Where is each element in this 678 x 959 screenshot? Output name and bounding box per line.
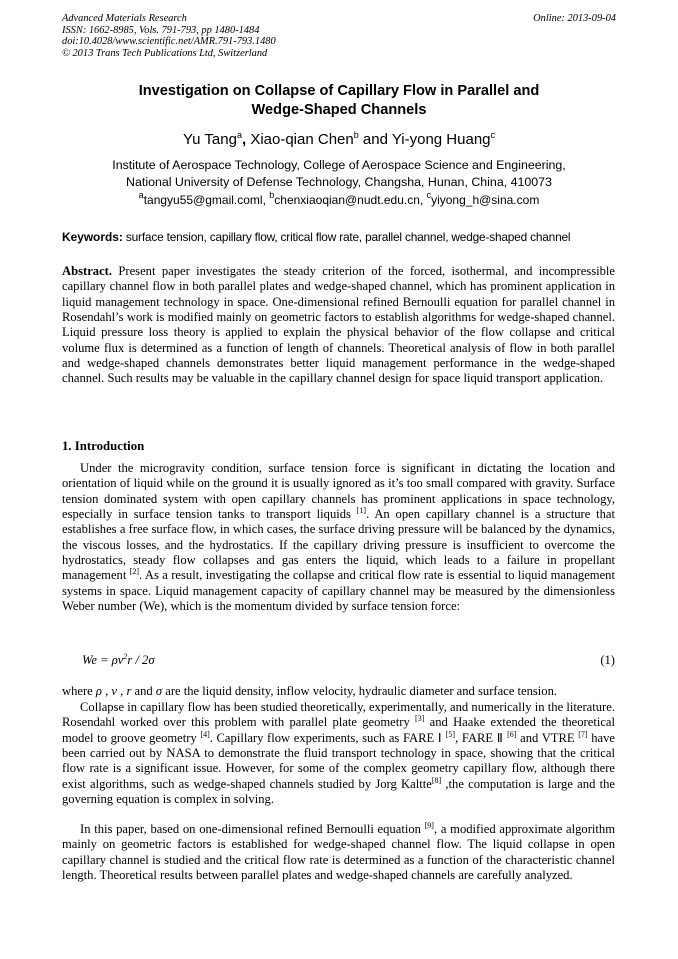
keywords-label: Keywords:	[62, 230, 123, 244]
citation-ref[interactable]: [6]	[507, 729, 517, 739]
citation-ref[interactable]: [8]	[431, 775, 442, 785]
paragraph-text: ,	[101, 684, 112, 698]
author-name: Xiao-qian Chen	[250, 131, 354, 148]
affiliation	[62, 157, 616, 190]
journal-name: Advanced Materials Research	[62, 13, 187, 24]
paragraph-text: and VTRE	[516, 730, 579, 745]
keywords	[62, 229, 622, 245]
abstract-text: Present paper investigates the steady criterion of the forced, isothermal, and incompressible capillary channel flow in both parallel plates and wedge-shaped channel, which has prominent application in liquid management technology in space. One-dimensional refined Bernoulli equation for parallel channel in Rosendahl’s work is modified mainly on geometric factors to establish algorithms for wedge-shaped channel. Liquid pressure loss theory is applied to explain the physical behavior of the flow collapse and critical volume flux is determined as a function of length of channels. Theoretical analysis of flow in both parallel and wedge-shaped channels demonstrates better liquid management performance in the wedge-shaped channel. Such results may be valuable in the capillary channel design for space liquid transport application.	[62, 264, 615, 386]
abstract-label: Abstract.	[62, 264, 113, 278]
paragraph-text: and Haake extended the theoretical model to groove geometry	[62, 715, 615, 745]
author-name: Yu Tang	[183, 131, 237, 148]
paragraph-text: , FARE Ⅱ	[455, 730, 508, 745]
author-name: Yi-yong Huang	[391, 131, 491, 148]
symbol-v: v	[111, 684, 118, 698]
paragraph-text: . An open capillary channel is a structure that establishes a free surface flow, in which cases, the surface driving pressure will be balanced by the dynamics, the viscous losses, and the hydrostatics. If the capillary driving pressure is insufficient to overcome the hydrostatics, steady flow collapses and gas enters the liquid, which leads to a failure in propellant management	[62, 507, 615, 583]
author-superscript: a	[236, 130, 242, 140]
intro-paragraph-4	[62, 822, 615, 883]
email-superscript: a	[138, 190, 144, 200]
author-list	[62, 130, 616, 150]
author-emails	[62, 190, 616, 208]
citation-ref[interactable]: [2]	[129, 567, 140, 577]
symbol-rho: ρ	[95, 684, 102, 698]
paragraph-text: where	[62, 684, 96, 698]
author-separator: ,	[241, 131, 251, 148]
formula-exponent: 2	[123, 652, 128, 661]
paragraph-text: are the liquid density, inflow velocity, hydraulic diameter and surface tension.	[162, 684, 558, 698]
paragraph-text: , a modified approximate algorithm mainly on geometric factors is established for wedge-shaped channel flow. The liquid collapse in open capillary channel is studied and the critical flow rate is determined as a function of the characteristic channel length. Theoretical results between parallel plates and wedge-shaped channels are carefully analyzed.	[62, 822, 615, 883]
author-superscript: c	[490, 130, 495, 140]
citation-ref[interactable]: [4]	[200, 729, 210, 739]
paper-title	[62, 82, 616, 120]
paragraph-text: Under the microgravity condition, surface tension force is significant in dictating the location and orientation of liquid while on the ground it is usually ignored as it’s too small compared with gravity. Surface tension dominated system with open capillary channels has prominent applications in space technology, especially in surface tension tanks to transport liquids	[62, 461, 615, 522]
equation-number: (1)	[600, 653, 615, 667]
citation-ref[interactable]: [9]	[424, 821, 434, 830]
paragraph-text: . Capillary flow experiments, such as FARE Ⅰ	[209, 730, 446, 745]
email-link[interactable]: yiyong_h@sina.com	[431, 193, 540, 207]
author-superscript: b	[353, 130, 359, 140]
formula-part: r / 2σ	[127, 653, 155, 667]
email-link[interactable]: tangyu55@gmail.coml,	[143, 193, 270, 207]
keywords-text: surface tension, capillary flow, critical flow rate, parallel channel, wedge-shaped channel	[122, 230, 571, 244]
publication-header	[62, 13, 616, 59]
paragraph-text: and	[131, 684, 156, 698]
citation-ref[interactable]: [7]	[578, 729, 588, 739]
doi-line: doi:10.4028/www.scientific.net/AMR.791-793.1480	[62, 36, 276, 48]
intro-paragraph-3	[62, 700, 615, 807]
section-heading: 1. Introduction	[62, 439, 145, 453]
symbol-r: r	[126, 684, 132, 698]
issn-line: ISSN: 1662-8985, Vols. 791-793, pp 1480-1484	[62, 24, 260, 36]
citation-ref[interactable]: [3]	[415, 714, 425, 724]
paragraph-text: In this paper, based on one-dimensional refined Bernoulli equation	[80, 822, 425, 836]
affiliation-line-2: National University of Defense Technology, Changsha, Hunan, China, 410073	[126, 174, 552, 189]
paragraph-text: have been carried out by NASA to demonstrate the fluid transport technology in space, showing that the critical flow rate is a significant issue. However, for some of the complex geometry capillary flow, although there exist algorithms, such as wedge-shaped channels studied by Jorg Kaltte	[62, 730, 615, 791]
online-date: Online: 2013-09-04	[533, 13, 616, 24]
abstract	[62, 264, 615, 387]
intro-paragraph-1	[62, 461, 615, 614]
paragraph-text: ,	[117, 684, 127, 698]
email-superscript: c	[426, 190, 432, 200]
title-line-1: Investigation on Collapse of Capillary Flow in Parallel and	[138, 83, 540, 99]
email-superscript: b	[269, 190, 275, 200]
title-line-2: Wedge-Shaped Channels	[251, 102, 427, 118]
email-link[interactable]: chenxiaoqian@nudt.edu.cn,	[274, 193, 427, 207]
author-separator: and	[358, 131, 392, 148]
paragraph-text: Collapse in capillary flow has been studied theoretically, experimentally, and numerically in the literature. Rosendahl worked over this problem with parallel plate geometry	[62, 700, 615, 730]
symbol-sigma: σ	[155, 684, 163, 698]
citation-ref[interactable]: [1]	[356, 506, 367, 516]
paragraph-text: ,the computation is large and the governing equation is complex in solving.	[62, 776, 615, 807]
intro-paragraph-2	[62, 684, 615, 699]
copyright-line: © 2013 Trans Tech Publications Ltd, Switzerland	[62, 47, 268, 59]
formula-part: We = ρv	[82, 653, 124, 667]
paragraph-text: . As a result, investigating the collapse and critical flow rate is essential to liquid management systems in space. Liquid management capacity of capillary channel may be measured by the dimensionless Weber number (We), which is the momentum divided by surface tension force:	[62, 568, 615, 614]
citation-ref[interactable]: [5]	[445, 729, 456, 739]
weber-formula	[82, 651, 155, 669]
affiliation-line-1: Institute of Aerospace Technology, College of Aerospace Science and Engineering,	[112, 158, 566, 172]
